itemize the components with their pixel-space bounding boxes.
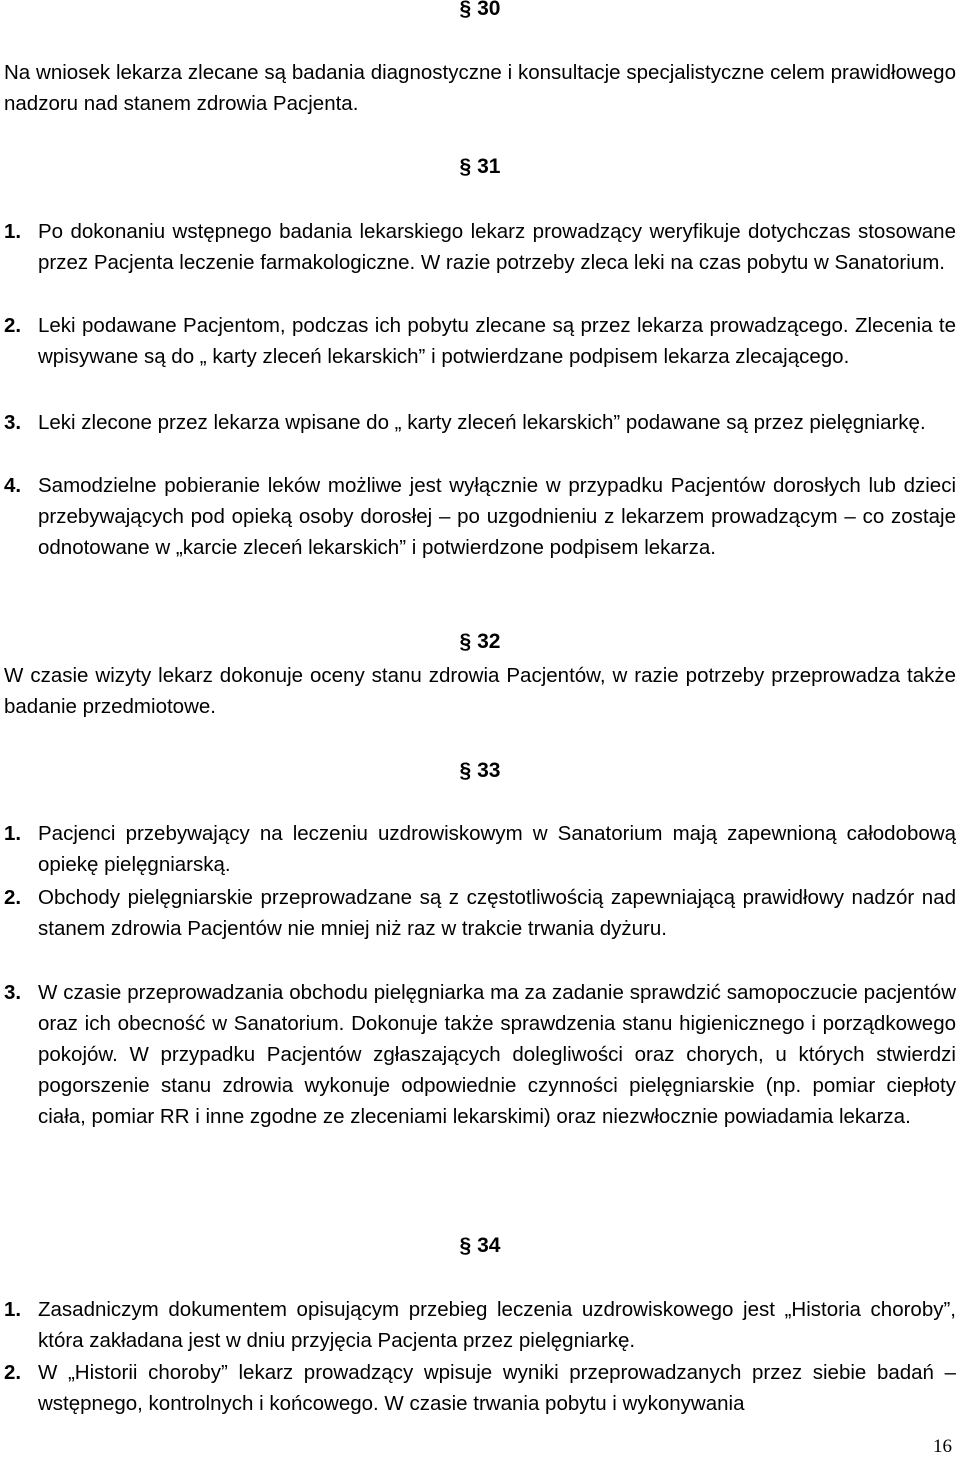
section-number: 30 <box>477 0 501 20</box>
item-number: 2. <box>4 1361 22 1384</box>
section-mark: § <box>459 0 472 20</box>
section-heading-32 <box>0 629 960 655</box>
section-33-item-2 <box>4 882 956 944</box>
section-31-item-4 <box>4 470 956 563</box>
section-mark: § <box>459 1234 472 1257</box>
item-text: Leki podawane Pacjentom, podczas ich pobytu zlecane są przez lekarza prowadzącego. Zlecenia te wpisywane są do „ karty zleceń lekarskich” i potwierdzane podpisem lekarza zlecającego. <box>38 314 956 368</box>
item-number: 2. <box>4 886 22 909</box>
section-heading-30 <box>0 0 960 22</box>
section-32-paragraph: W czasie wizyty lekarz dokonuje oceny stanu zdrowia Pacjentów, w razie potrzeby przeprowadza także badanie przedmiotowe. <box>4 664 956 718</box>
section-mark: § <box>459 155 472 178</box>
section-mark: § <box>459 630 472 653</box>
section-number: 32 <box>477 630 501 653</box>
section-number: 31 <box>477 155 501 178</box>
section-34-item-1 <box>4 1294 956 1356</box>
item-number: 2. <box>4 314 22 337</box>
item-number: 1. <box>4 822 22 845</box>
section-31-item-1 <box>4 216 956 278</box>
section-number: 33 <box>477 759 501 782</box>
section-34-item-2 <box>4 1357 956 1419</box>
item-text: Pacjenci przebywający na leczeniu uzdrowiskowym w Sanatorium mają zapewnioną całodobową opiekę pielęgniarską. <box>38 822 956 876</box>
page-number: 16 <box>933 1436 952 1457</box>
item-text: Zasadniczym dokumentem opisującym przebieg leczenia uzdrowiskowego jest „Historia choroby”, która zakładana jest w dniu przyjęcia Pacjenta przez pielęgniarkę. <box>38 1298 956 1352</box>
item-number: 1. <box>4 1298 22 1321</box>
item-number: 4. <box>4 474 22 497</box>
section-heading-31 <box>0 154 960 180</box>
item-text: Leki zlecone przez lekarza wpisane do „ karty zleceń lekarskich” podawane są przez pielęgniarkę. <box>38 411 926 434</box>
item-text: Po dokonaniu wstępnego badania lekarskiego lekarz prowadzący weryfikuje dotychczas stosowane przez Pacjenta leczenie farmakologiczne. W razie potrzeby zleca leki na czas pobytu w Sanatorium. <box>38 220 956 274</box>
item-number: 1. <box>4 220 22 243</box>
section-heading-34 <box>0 1233 960 1259</box>
item-text: W „Historii choroby” lekarz prowadzący wpisuje wyniki przeprowadzanych przez siebie badań – wstępnego, kontrolnych i końcowego. W czasie trwania pobytu i wykonywania <box>38 1361 956 1415</box>
section-30-paragraph: Na wniosek lekarza zlecane są badania diagnostyczne i konsultacje specjalistyczne celem prawidłowego nadzoru nad stanem zdrowia Pacjenta. <box>4 61 956 115</box>
item-number: 3. <box>4 981 22 1004</box>
section-number: 34 <box>477 1234 501 1257</box>
section-31-item-2 <box>4 310 956 372</box>
item-text: Samodzielne pobieranie leków możliwe jest wyłącznie w przypadku Pacjentów dorosłych lub dzieci przebywających pod opieką osoby dorosłej – po uzgodnieniu z lekarzem prowadzącym – co zostaje odnotowane w „karcie zleceń lekarskich” i potwierdzone podpisem lekarza. <box>38 474 956 559</box>
item-text: W czasie przeprowadzania obchodu pielęgniarka ma za zadanie sprawdzić samopoczucie pacjentów oraz ich obecność w Sanatorium. Dokonuje także sprawdzenia stanu higienicznego i porządkowego pokojów. W przypadku Pacjentów zgłaszających dolegliwości oraz chorych, u których stwierdzi pogorszenie stanu zdrowia wykonuje odpowiednie czynności pielęgniarskie (np. pomiar ciepłoty ciała, pomiar RR i inne zgodne ze zleceniami lekarskimi) oraz niezwłocznie powiadamia lekarza. <box>38 981 956 1128</box>
section-33-item-1 <box>4 818 956 880</box>
section-mark: § <box>459 759 472 782</box>
section-heading-33 <box>0 758 960 784</box>
section-31-item-3 <box>4 407 956 438</box>
section-33-item-3 <box>4 977 956 1132</box>
item-text: Obchody pielęgniarskie przeprowadzane są z częstotliwością zapewniającą prawidłowy nadzór nad stanem zdrowia Pacjentów nie mniej niż raz w trakcie trwania dyżuru. <box>38 886 956 940</box>
item-number: 3. <box>4 411 22 434</box>
